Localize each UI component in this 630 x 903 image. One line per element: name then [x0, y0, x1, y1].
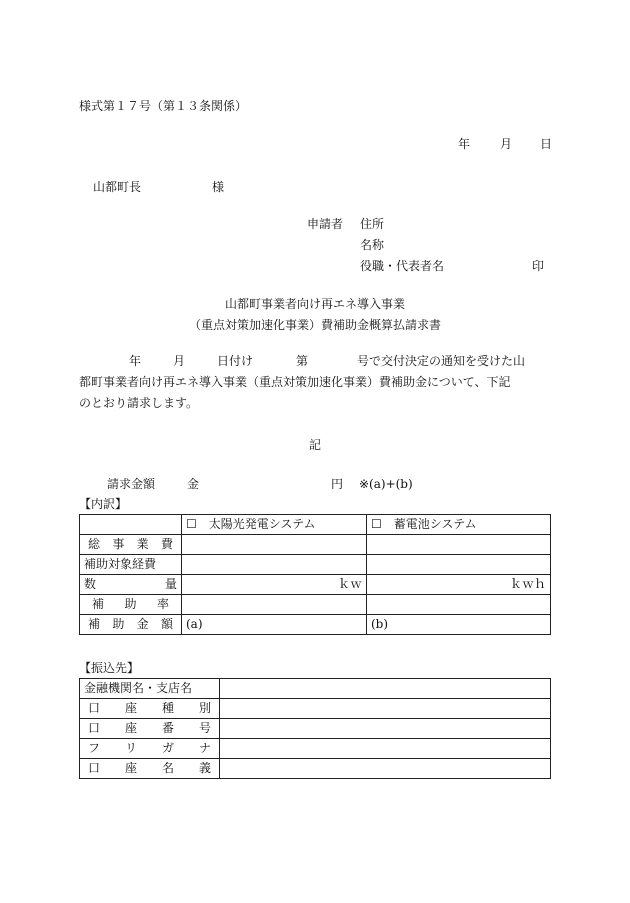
rate-battery[interactable]	[367, 595, 551, 615]
quantity-solar[interactable]	[182, 575, 367, 595]
eligible-cost-solar[interactable]	[182, 555, 367, 575]
total-cost-solar[interactable]	[182, 535, 367, 555]
eligible-cost-label: 補助対象経費	[80, 555, 182, 575]
account-type-value[interactable]	[220, 699, 551, 719]
subsidy-amount-battery[interactable]: (b)	[367, 615, 551, 635]
header-blank	[80, 515, 182, 535]
quantity-battery[interactable]	[367, 575, 551, 595]
addressee-name: 山都町長	[93, 180, 142, 194]
applicant-label: 申請者	[307, 217, 344, 231]
transfer-heading: 【振込先】	[79, 661, 140, 675]
table-row	[80, 615, 551, 635]
unit-kw: ｋｗ	[337, 577, 362, 591]
body-year: 年	[129, 354, 142, 368]
battery-header[interactable]: ☐ 蓄電池システム	[367, 515, 551, 535]
solar-header[interactable]: ☐ 太陽光発電システム	[182, 515, 367, 535]
furigana-label: フ リ ガ ナ	[80, 739, 220, 759]
seal-mark: 印	[532, 259, 545, 273]
subsidy-amount-solar[interactable]: (a)	[182, 615, 367, 635]
table-row	[80, 739, 551, 759]
total-cost-battery[interactable]	[367, 535, 551, 555]
addressee-honorific: 様	[212, 180, 225, 194]
request-kin: 金	[187, 477, 200, 491]
total-cost-label: 総 事 業 費	[80, 535, 182, 555]
table-row	[80, 719, 551, 739]
date-day: 日	[540, 137, 553, 151]
account-type-label: 口 座 種 別	[80, 699, 220, 719]
bank-label: 金融機関名・支店名	[80, 679, 220, 699]
applicant-name-label: 名称	[360, 238, 385, 252]
bank-value[interactable]	[220, 679, 551, 699]
breakdown-table	[79, 514, 551, 635]
account-holder-label: 口 座 名 義	[80, 759, 220, 779]
rate-solar[interactable]	[182, 595, 367, 615]
table-row	[80, 575, 551, 595]
body-line-2: 都町事業者向け再エネ導入事業（重点対策加速化事業）費補助金について、下記	[79, 375, 511, 389]
table-row	[80, 555, 551, 575]
table-row	[80, 759, 551, 779]
applicant-address-label: 住所	[360, 217, 385, 231]
body-month: 月	[173, 354, 186, 368]
date-year: 年	[458, 137, 471, 151]
table-row	[80, 679, 551, 699]
breakdown-heading: 【内訳】	[79, 497, 128, 511]
quantity-label: 数 量	[80, 575, 182, 595]
ki-heading: 記	[309, 438, 322, 452]
table-row	[80, 699, 551, 719]
rate-label: 補 助 率	[80, 595, 182, 615]
subsidy-amount-label: 補 助 金 額	[80, 615, 182, 635]
transfer-table	[79, 678, 551, 779]
table-row	[80, 515, 551, 535]
table-row	[80, 595, 551, 615]
eligible-cost-battery[interactable]	[367, 555, 551, 575]
account-number-label: 口 座 番 号	[80, 719, 220, 739]
request-note: ※(a)+(b)	[359, 477, 413, 491]
request-yen: 円	[331, 477, 344, 491]
body-day-dated: 日付け	[217, 354, 254, 368]
request-label: 請求金額	[107, 477, 156, 491]
body-line-3: のとおり請求します。	[79, 396, 199, 410]
furigana-value[interactable]	[220, 739, 551, 759]
body-line-1-rest: 号で交付決定の通知を受けた山	[357, 354, 526, 368]
body-dai: 第	[296, 354, 309, 368]
form-number: 様式第１７号（第１３条関係）	[79, 99, 248, 113]
applicant-rep-label: 役職・代表者名	[360, 259, 445, 273]
title-line-1: 山都町事業者向け再エネ導入事業	[224, 297, 405, 311]
account-holder-value[interactable]	[220, 759, 551, 779]
account-number-value[interactable]	[220, 719, 551, 739]
unit-kwh: ｋｗｈ	[509, 577, 546, 591]
table-row	[80, 535, 551, 555]
title-line-2: （重点対策加速化事業）費補助金概算払請求書	[188, 318, 441, 332]
date-month: 月	[500, 137, 513, 151]
